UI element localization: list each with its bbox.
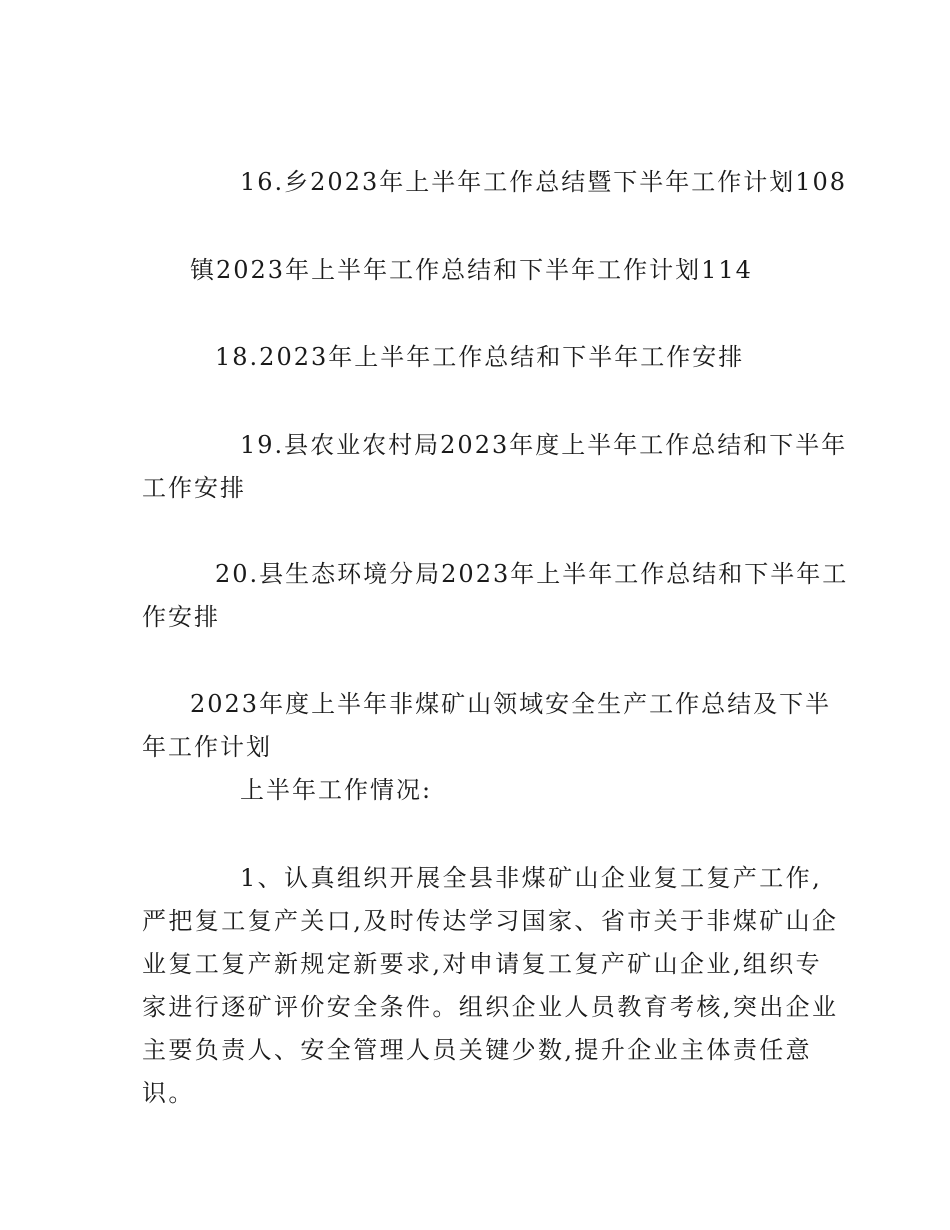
toc-entry-17: 镇2023年上半年工作总结和下半年工作计划114 (190, 256, 753, 284)
subheading-first-half: 上半年工作情况: (240, 776, 433, 804)
toc-entry-19-line-2: 工作安排 (142, 474, 246, 502)
toc-entry-20-line-1: 20.县生态环境分局2023年上半年工作总结和下半年工 (215, 560, 849, 588)
paragraph-1-line-1: 1、认真组织开展全县非煤矿山企业复工复产工作, (240, 864, 823, 892)
toc-entry-20-line-2: 作安排 (142, 603, 220, 631)
paragraph-1-line-5: 主要负责人、安全管理人员关键少数,提升企业主体责任意 (142, 1036, 813, 1064)
section-title-line-2: 年工作计划 (142, 733, 272, 761)
section-title-line-1: 2023年度上半年非煤矿山领域安全生产工作总结及下半 (190, 690, 832, 718)
paragraph-1-line-4: 家进行逐矿评价安全条件。组织企业人员教育考核,突出企业 (142, 993, 839, 1021)
paragraph-1-line-2: 严把复工复产关口,及时传达学习国家、省市关于非煤矿山企 (142, 907, 839, 935)
toc-entry-16: 16.乡2023年上半年工作总结暨下半年工作计划108 (240, 168, 848, 196)
toc-entry-18: 18.2023年上半年工作总结和下半年工作安排 (215, 343, 745, 371)
paragraph-1-line-3: 业复工复产新规定新要求,对申请复工复产矿山企业,组织专 (142, 950, 823, 978)
paragraph-1-line-6: 识。 (142, 1079, 195, 1107)
toc-entry-19-line-1: 19.县农业农村局2023年度上半年工作总结和下半年 (240, 431, 848, 459)
